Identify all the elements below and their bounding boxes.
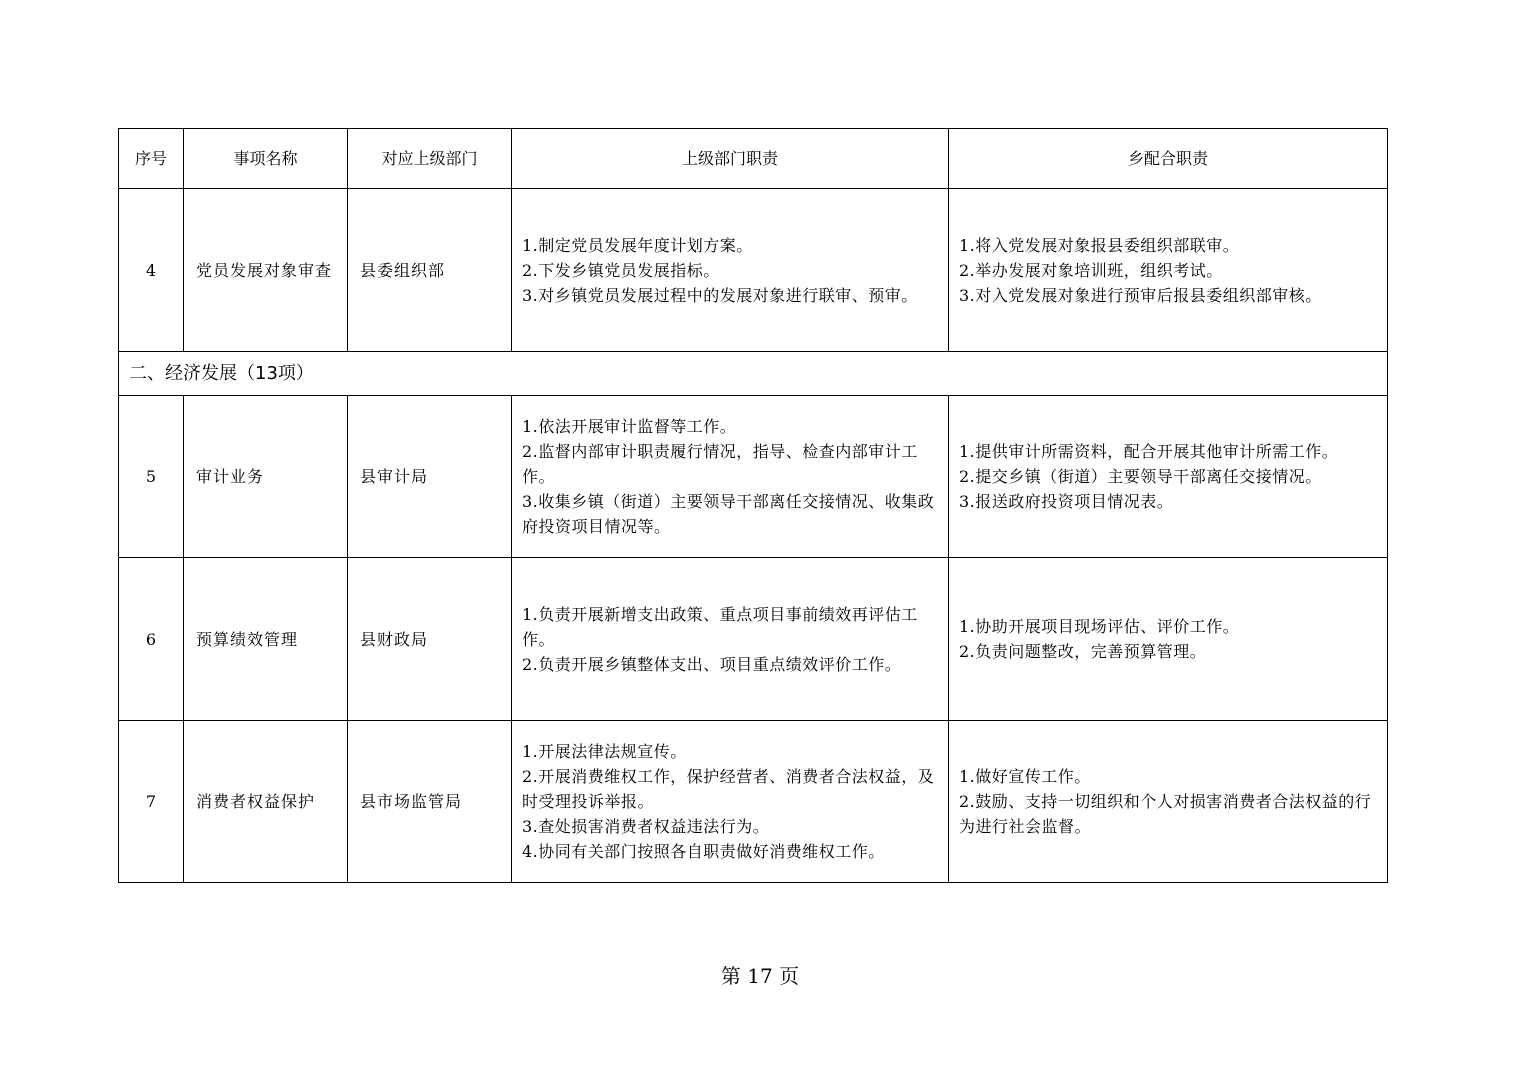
duty-line: 1.依法开展审计监督等工作。 [522,417,737,436]
row-upper-duties [512,396,949,558]
page-number: 第 17 页 [720,964,800,988]
duty-line: 3.对乡镇党员发展过程中的发展对象进行联审、预审。 [522,285,918,305]
duty-line: 1.开展法律法规宣传。 [522,742,687,761]
duty-line: 4.协同有关部门按照各自职责做好消费维权工作。 [522,842,885,861]
table-row [119,396,1388,558]
duty-line: 1.负责开展新增支出政策、重点项目事前绩效再评估工作。 [522,604,918,649]
row-seq: 4 [119,189,184,352]
duty-line: 2.开展消费维权工作，保护经营者、消费者合法权益，及时受理投诉举报。 [522,767,935,811]
row-seq: 7 [119,721,184,883]
row-local-duties [949,396,1388,558]
duty-table [118,128,1388,883]
header-item-name: 事项名称 [184,129,348,189]
row-upper-dept: 县审计局 [348,396,512,558]
duty-line: 3.收集乡镇（街道）主要领导干部离任交接情况、收集政府投资项目情况等。 [522,492,935,536]
row-item-name: 审计业务 [184,396,348,558]
table-header-row [119,129,1388,189]
duty-line: 2.下发乡镇党员发展指标。 [522,260,720,280]
row-seq: 6 [119,558,184,721]
duty-line: 1.协助开展项目现场评估、评价工作。 [959,617,1240,636]
row-upper-dept: 县市场监管局 [348,721,512,883]
duty-line: 1.提供审计所需资料，配合开展其他审计所需工作。 [959,442,1339,461]
duty-line: 1.将入党发展对象报县委组织部联审。 [959,235,1240,255]
duty-line: 2.负责问题整改，完善预算管理。 [959,642,1207,661]
row-item-name: 党员发展对象审查 [184,189,348,352]
section-row [119,352,1388,396]
duty-line: 2.鼓励、支持一切组织和个人对损害消费者合法权益的行为进行社会监督。 [959,792,1372,836]
duty-line: 2.监督内部审计职责履行情况，指导、检查内部审计工作。 [522,442,918,486]
row-upper-dept: 县财政局 [348,558,512,721]
duty-line: 3.查处损害消费者权益违法行为。 [522,817,770,836]
duty-line: 2.提交乡镇（街道）主要领导干部离任交接情况。 [959,467,1322,486]
table-row [119,558,1388,721]
duty-line: 3.对入党发展对象进行预审后报县委组织部审核。 [959,285,1322,305]
duty-line: 2.举办发展对象培训班，组织考试。 [959,260,1223,280]
table-row [119,721,1388,883]
row-local-duties [949,721,1388,883]
duty-line: 1.制定党员发展年度计划方案。 [522,235,753,255]
header-upper-duties: 上级部门职责 [512,129,949,189]
row-local-duties [949,189,1388,352]
duty-line: 2.负责开展乡镇整体支出、项目重点绩效评价工作。 [522,654,902,674]
section-title: 二、经济发展（13项） [119,352,1388,396]
row-seq: 5 [119,396,184,558]
duty-line: 3.报送政府投资项目情况表。 [959,492,1174,511]
row-upper-duties [512,558,949,721]
duty-line: 1.做好宣传工作。 [959,767,1091,786]
row-item-name: 预算绩效管理 [184,558,348,721]
table-row [119,189,1388,352]
header-seq: 序号 [119,129,184,189]
row-item-name: 消费者权益保护 [184,721,348,883]
header-upper-dept: 对应上级部门 [348,129,512,189]
row-upper-dept: 县委组织部 [348,189,512,352]
row-upper-duties [512,189,949,352]
row-upper-duties [512,721,949,883]
row-local-duties [949,558,1388,721]
header-local-duties: 乡配合职责 [949,129,1388,189]
